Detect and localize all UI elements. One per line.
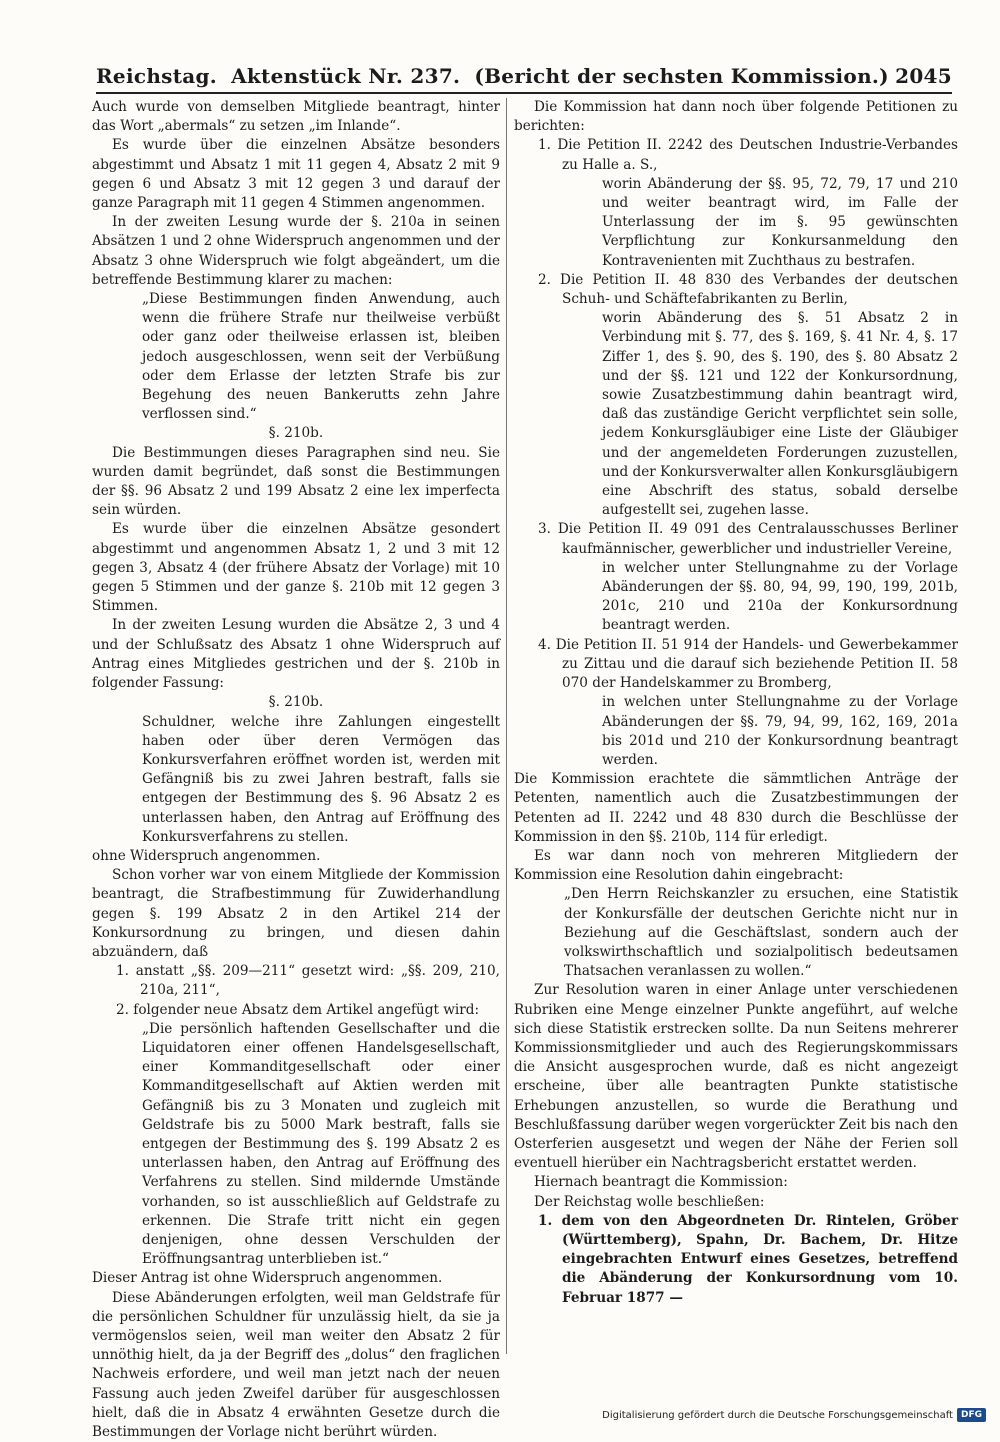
left-paragraph: In der zweiten Lesung wurde der §. 210a in seinen Absätzen 1 und 2 ohne Widerspruch angenommen und der Absatz 3 ohne Widerspruch wie folgt abgeändert, um die betreffende Bestimmung klarer zu machen:: [92, 214, 500, 288]
header-title: [96, 64, 889, 88]
left-paragraph: 2. folgender neue Absatz dem Artikel angefügt wird:: [116, 1001, 480, 1018]
right-paragraph: 1. Die Petition II. 2242 des Deutschen Industrie-Verbandes zu Halle a. S.,: [538, 137, 958, 173]
right-paragraph: Die Kommission erachtete die sämmtlichen Anträge der Petenten, namentlich auch die Zusatzbestimmungen der Petenten ad II. 2242 und 48 830 durch die Beschlüsse der Kommission in den §§. 210b, 114 für erledigt.: [514, 771, 958, 845]
right-paragraph: 2. Die Petition II. 48 830 des Verbandes der deutschen Schuh- und Schäftefabrikanten zu Berlin,: [538, 271, 958, 308]
right-column: [514, 98, 958, 1308]
dfg-logo-icon: DFG: [957, 1408, 986, 1422]
left-paragraph: 1. anstatt „§§. 209—211“ gesetzt wird: „§§. 209, 210, 210a, 211“,: [116, 963, 500, 999]
left-paragraph: „Diese Bestimmungen finden Anwendung, auch wenn die frühere Strafe nur theilweise verbüßt oder ganz oder theilweise erlassen ist, bleiben jedoch ausgeschlossen, wenn seit der Verbüßung oder dem Erlasse der letzten Strafe bis zur Begehung des neuen Bankerutts zehn Jahre verflossen sind.“: [142, 291, 500, 423]
digitization-footer: [602, 1408, 986, 1422]
left-paragraph: Dieser Antrag ist ohne Widerspruch angenommen.: [92, 1270, 443, 1287]
left-paragraph: Es wurde über die einzelnen Absätze gesondert abgestimmt und angenommen Absatz 1, 2 und 3 mit 12 gegen 3, Absatz 4 (der frühere Absatz der Vorlage) mit 10 gegen 5 Stimmen und der ganze §. 210b mit 12 gegen 3 Stimmen.: [92, 521, 500, 615]
left-paragraph: Schon vorher war von einem Mitgliede der Kommission beantragt, die Strafbestimmung für Zuwiderhandlung gegen §. 199 Absatz 2 in den Artikel 214 der Konkursordnung zu bringen, und diesen dahin abzuändern, daß: [92, 867, 500, 960]
column-divider: [506, 98, 507, 1354]
page-number: 2045: [895, 64, 952, 88]
right-paragraph: in welchen unter Stellungnahme zu der Vorlage Abänderungen der §§. 79, 94, 99, 162, 169, 201a bis 201d und 210 der Konkursordnung beantragt werden.: [602, 694, 958, 768]
right-paragraph: Hiernach beantragt die Kommission:: [534, 1174, 788, 1191]
right-paragraph: 1. dem von den Abgeordneten Dr. Rintelen, Gröber (Württemberg), Spahn, Dr. Bachem, Dr. Hitze eingebrachten Entwurf eines Gesetzes, betreffend die Abänderung der Konkursordnung vom 10. Februar 1877 —: [538, 1212, 958, 1306]
left-paragraph: Es wurde über die einzelnen Absätze besonders abgestimmt und Absatz 1 mit 11 gegen 4, Absatz 2 mit 9 gegen 6 und Absatz 3 mit 12 gegen 3 und darauf der ganze Paragraph mit 11 gegen 4 Stimmen angenommen.: [92, 137, 500, 212]
right-paragraph: worin Abänderung der §§. 95, 72, 79, 17 und 210 und weiter beantragt wird, im Falle der Unterlassung der im §. 95 gewünschten Verpflichtung zur Konkursanmeldung den Kontravenienten mit Zuchthaus zu bestrafen.: [602, 175, 958, 269]
right-paragraph: 3. Die Petition II. 49 091 des Centralausschusses Berliner kaufmännischer, gewerblicher und industrieller Vereine,: [538, 521, 958, 557]
right-paragraph: Die Kommission hat dann noch über folgende Petitionen zu berichten:: [514, 99, 958, 135]
header-document-number: Aktenstück Nr. 237.: [231, 64, 461, 88]
left-paragraph: Diese Abänderungen erfolgten, weil man Geldstrafe für die persönlichen Schuldner für unzulässig hielt, da sie ja vermögenslos seien, weil man weiter den Absatz 2 für unnöthig hielt, da ja der Begriff des „dolus“ den fraglichen Nachweis erfordere, und weil man jetzt nach der neuen Fassung auch jeden Zweifel darüber für ausgeschlossen hielt, daß die in Absatz 4 erwähnten Gesetze durch die Bestimmungen der Vorlage nicht berührt würden.: [92, 1289, 500, 1441]
left-paragraph: Schuldner, welche ihre Zahlungen eingestellt haben oder über deren Vermögen das Konkursverfahren eröffnet worden ist, werden mit Gefängniß bis zu zwei Jahren bestraft, falls sie entgegen der Bestimmung des §. 96 Absatz 2 es unterlassen haben, den Antrag auf Eröffnung des Konkursverfahrens zu stellen.: [142, 713, 500, 845]
right-paragraph: worin Abänderung des §. 51 Absatz 2 in Verbindung mit §. 77, des §. 169, §. 41 Nr. 4, §. 17 Ziffer 1, des §. 90, des §. 190, des §. 80 Absatz 2 und der §§. 121 und 122 der Konkursordnung, sowie Zusatzbestimmung dahin beantragt wird, daß das zuständige Gericht verpflichtet sein solle, jedem Konkursgläubiger eine Liste der Gläubiger und der angemeldeten Forderungen zuzustellen, und der Konkursverwalter allen Konkursgläubigern eine Abschrift des status, sobald derselbe aufgestellt sei, zugehen lasse.: [602, 310, 959, 519]
left-paragraph: §. 210b.: [268, 694, 324, 711]
left-paragraph: Die Bestimmungen dieses Paragraphen sind neu. Sie wurden damit begründet, daß sonst die Bestimmungen der §§. 96 Absatz 2 und 199 Absatz 2 eine lex imperfecta sein würden.: [92, 444, 500, 519]
left-paragraph: „Die persönlich haftenden Gesellschafter und die Liquidatoren einer offenen Handelsgesellschaft, einer Kommanditgesellschaft oder einer Kommanditgesellschaft auf Aktien werden mit Gefängniß bis zu 3 Monaten und zugleich mit Geldstrafe bis zu 5000 Mark bestraft, falls sie entgegen der Bestimmung des §. 199 Absatz 2 es unterlassen haben, den Antrag auf Eröffnung des Verfahrens zu stellen. Sind mildernde Umstände vorhanden, so ist ausschließlich auf Geldstrafe zu erkennen. Die Strafe tritt nicht ein gegen denjenigen, ohne dessen Verschulden der Eröffnungsantrag unterblieben ist.“: [142, 1020, 500, 1268]
header-reichstag: Reichstag.: [96, 64, 218, 88]
right-paragraph: „Den Herrn Reichskanzler zu ersuchen, eine Statistik der Konkursfälle der deutschen Gerichte nicht nur in Beziehung auf die Geschäftslast, sondern auch der volkswirthschaftlich und sozialpolitisch bedeutsamen Thatsachen veranlassen zu wollen.“: [564, 886, 958, 980]
right-paragraph: Zur Resolution waren in einer Anlage unter verschiedenen Rubriken eine Menge einzelner Punkte angeführt, auf welche sich diese Statistik erstrecken sollte. Da nun Seitens mehrerer Kommissionsmitglieder und auch des Regierungskommissars die Ansicht ausgesprochen wurde, daß es nicht angezeigt erscheine, über alle beantragten Punkte statistische Erhebungen anzustellen, so wurde die Berathung und Beschlußfassung darüber wegen vorgerückter Zeit bis nach den Osterferien ausgesetzt und wegen der Nähe der Ferien soll eventuell hierüber ein Nachtragsbericht erstattet werden.: [514, 982, 958, 1172]
left-paragraph: Auch wurde von demselben Mitgliede beantragt, hinter das Wort „abermals“ zu setzen „im Inlande“.: [92, 99, 500, 135]
header-report-title: (Bericht der sechsten Kommission.): [474, 64, 889, 88]
left-paragraph: In der zweiten Lesung wurden die Absätze 2, 3 und 4 und der Schlußsatz des Absatz 1 ohne Widerspruch auf Antrag eines Mitgliedes gestrichen und der §. 210b in folgender Fassung:: [92, 617, 500, 692]
left-column: [92, 98, 500, 1442]
left-paragraph: §. 210b.: [268, 425, 324, 442]
running-header: [96, 56, 952, 94]
left-paragraph: ohne Widerspruch angenommen.: [92, 847, 321, 864]
right-paragraph: Es war dann noch von mehreren Mitgliedern der Kommission eine Resolution dahin eingebracht:: [514, 847, 958, 884]
right-paragraph: 4. Die Petition II. 51 914 der Handels- und Gewerbekammer zu Zittau und die darauf sich beziehende Petition II. 58 070 der Handelskammer zu Bromberg,: [538, 636, 958, 692]
right-paragraph: Der Reichstag wolle beschließen:: [534, 1193, 765, 1210]
footer-credit: Digitalisierung gefördert durch die Deutsche Forschungsgemeinschaft: [602, 1409, 953, 1421]
right-paragraph: in welcher unter Stellungnahme zu der Vorlage Abänderungen der §§. 80, 94, 99, 190, 199, 201b, 201c, 210 und 210a der Konkursordnung beantragt werden.: [602, 559, 958, 634]
